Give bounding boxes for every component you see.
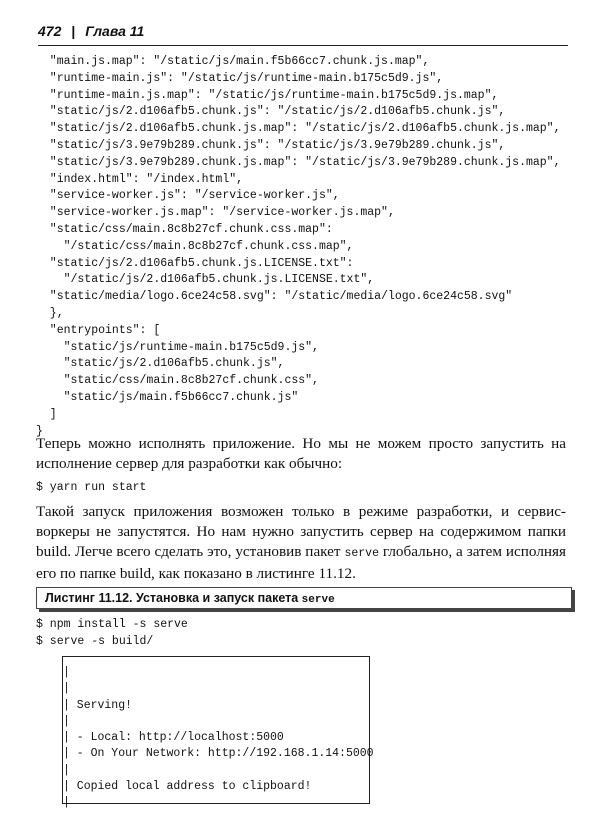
terminal-line: | Copied local address to clipboard! (63, 780, 312, 794)
listing-code (36, 617, 188, 651)
terminal-line: | (63, 763, 70, 777)
code-line: "/static/css/main.8c8b27cf.chunk.css.map", (36, 239, 354, 253)
terminal-line: | - On Your Network: http://192.168.1.14:5000 (63, 747, 374, 761)
page-header (38, 22, 568, 46)
terminal-line: | - Local: http://localhost:5000 (63, 731, 284, 745)
code-line: "static/js/2.d106afb5.chunk.js": "/static/js/2.d106afb5.chunk.js", (36, 105, 506, 119)
header-separator: | (71, 23, 76, 39)
code-line: "static/js/main.f5b66cc7.chunk.js" (36, 390, 299, 404)
terminal-line: | (63, 666, 70, 679)
terminal-line: | (63, 682, 70, 696)
listing-title: Листинг 11.12. Установка и запуск пакета (45, 591, 302, 605)
listing-caption (36, 587, 572, 609)
code-line: } (36, 424, 43, 438)
code-line: "runtime-main.js.map": "/static/js/runtime-main.b175c5d9.js.map", (36, 88, 499, 102)
code-line: "service-worker.js": "/service-worker.js", (36, 189, 340, 203)
code-line: "runtime-main.js": "/static/js/runtime-main.b175c5d9.js", (36, 71, 444, 85)
code-line: "static/js/runtime-main.b175c5d9.js", (36, 340, 319, 354)
paragraph-2-text-1: Такой запуск приложения возможен только в режиме разработки, и сервис-воркеры не запустятся. Но нам нужно запустить сервер на содержимом папки build. Легче всего сделать это, установив пакет (36, 503, 566, 560)
terminal-lines (63, 665, 374, 812)
code-line: }, (36, 306, 64, 320)
listing-code-name: serve (301, 594, 335, 606)
code-line: "service-worker.js.map": "/service-worker.js.map", (36, 206, 395, 220)
terminal-line: | Serving! (63, 698, 133, 712)
code-line: "static/media/logo.6ce24c58.svg": "/static/media/logo.6ce24c58.svg" (36, 290, 513, 304)
code-line: "static/js/2.d106afb5.chunk.js", (36, 357, 285, 371)
paragraph-1: Теперь можно исполнять приложение. Но мы не можем просто запустить на исполнение сервер для разработки как обычно: (36, 435, 566, 472)
page-number: 472 (38, 23, 62, 39)
chapter-title: Глава 11 (85, 23, 145, 39)
terminal-line: | (63, 796, 70, 810)
code-line: "index.html": "/index.html", (36, 172, 244, 186)
inline-code-serve: serve (344, 547, 379, 560)
paragraph-2-text-2: глобально, а затем исполняя его по папке build, как показано в листинге 11.12. (36, 543, 566, 582)
code-line: "static/css/main.8c8b27cf.chunk.css", (36, 374, 319, 388)
code-line: "static/js/3.9e79b289.chunk.js.map": "/static/js/3.9e79b289.chunk.js.map", (36, 155, 561, 169)
code-line: "main.js.map": "/static/js/main.f5b66cc7.chunk.js.map", (36, 55, 430, 68)
paragraph-2 (36, 502, 566, 584)
code-line: "static/js/2.d106afb5.chunk.js.map": "/static/js/2.d106afb5.chunk.js.map", (36, 122, 561, 136)
code-line: ] (36, 407, 57, 421)
listing-code-line: $ npm install -s serve (36, 618, 188, 631)
code-line: "entrypoints": [ (36, 323, 161, 337)
terminal-output-box (62, 656, 374, 810)
command-yarn-run-start: $ yarn run start (36, 481, 147, 494)
terminal-line: | (63, 714, 70, 728)
code-line: "static/css/main.8c8b27cf.chunk.css.map": (36, 222, 333, 236)
listing-code-line: $ serve -s build/ (36, 634, 154, 648)
code-block (36, 54, 561, 440)
code-line: "static/js/3.9e79b289.chunk.js": "/static/js/3.9e79b289.chunk.js", (36, 138, 506, 152)
code-line: "/static/js/2.d106afb5.chunk.js.LICENSE.txt", (36, 273, 375, 287)
code-line: "static/js/2.d106afb5.chunk.js.LICENSE.txt": (36, 256, 354, 270)
